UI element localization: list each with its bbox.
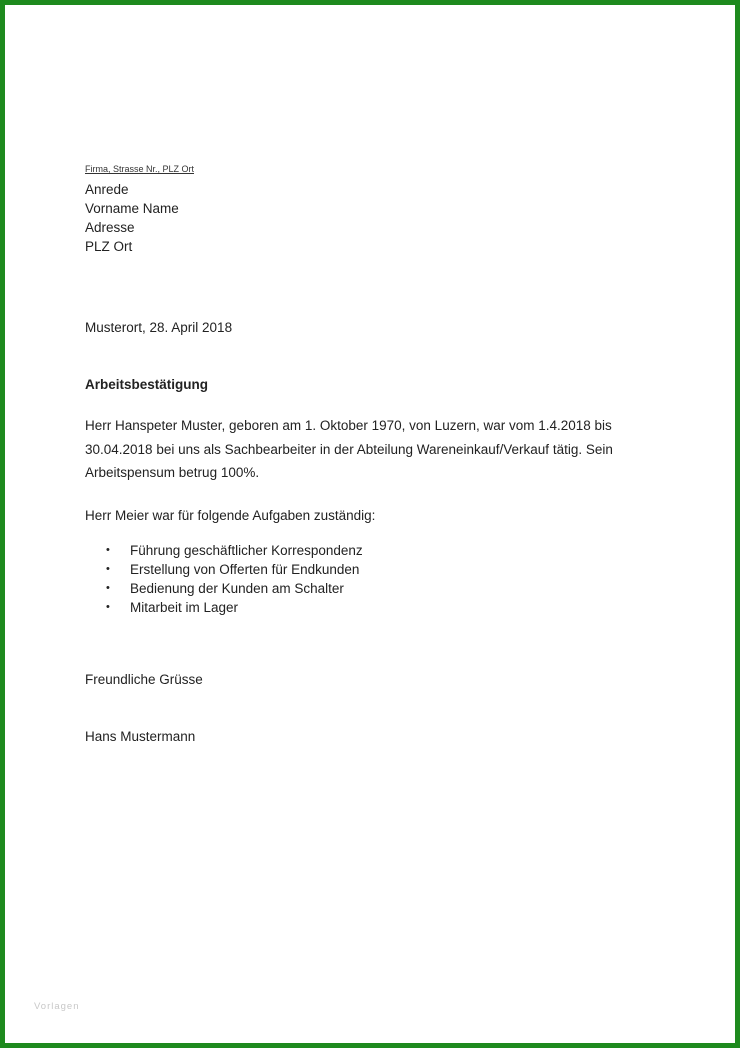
body-line: Herr Hanspeter Muster, geboren am 1. Oktober 1970, von Luzern, war vom 1.4.2018 bis bbox=[85, 418, 612, 433]
date-line: Musterort, 28. April 2018 bbox=[85, 320, 233, 335]
tasks-intro: Herr Meier war für folgende Aufgaben zuständig: bbox=[85, 508, 376, 523]
task-text: Erstellung von Offerten für Endkunden bbox=[130, 562, 360, 577]
bullet-icon: • bbox=[106, 601, 110, 613]
body-line: 30.04.2018 bei uns als Sachbearbeiter in der Abteilung Wareneinkauf/Verkauf tätig. Sein bbox=[85, 441, 613, 457]
bullet-icon: • bbox=[106, 582, 110, 594]
task-list-item bbox=[85, 579, 363, 598]
task-list-item bbox=[85, 560, 363, 579]
sender-return-address: Firma, Strasse Nr., PLZ Ort bbox=[85, 164, 195, 174]
recipient-address-block bbox=[85, 180, 179, 256]
task-list bbox=[85, 541, 363, 617]
recipient-city: PLZ Ort bbox=[85, 239, 133, 254]
task-text: Bedienung der Kunden am Schalter bbox=[130, 581, 344, 596]
task-list-item bbox=[85, 598, 363, 617]
recipient-salutation: Anrede bbox=[85, 182, 129, 197]
letter-subject: Arbeitsbestätigung bbox=[85, 377, 209, 392]
body-line: Arbeitspensum betrug 100%. bbox=[85, 465, 260, 480]
watermark: Vorlagen bbox=[34, 1001, 80, 1012]
signature-name: Hans Mustermann bbox=[85, 729, 196, 744]
recipient-street: Adresse bbox=[85, 220, 135, 235]
bullet-icon: • bbox=[106, 544, 110, 556]
closing-greeting: Freundliche Grüsse bbox=[85, 672, 203, 687]
recipient-name: Vorname Name bbox=[85, 201, 179, 216]
task-text: Mitarbeit im Lager bbox=[130, 600, 239, 615]
body-paragraph bbox=[85, 414, 645, 485]
task-list-item bbox=[85, 541, 363, 560]
bullet-icon: • bbox=[106, 563, 110, 575]
task-text: Führung geschäftlicher Korrespondenz bbox=[130, 543, 363, 558]
